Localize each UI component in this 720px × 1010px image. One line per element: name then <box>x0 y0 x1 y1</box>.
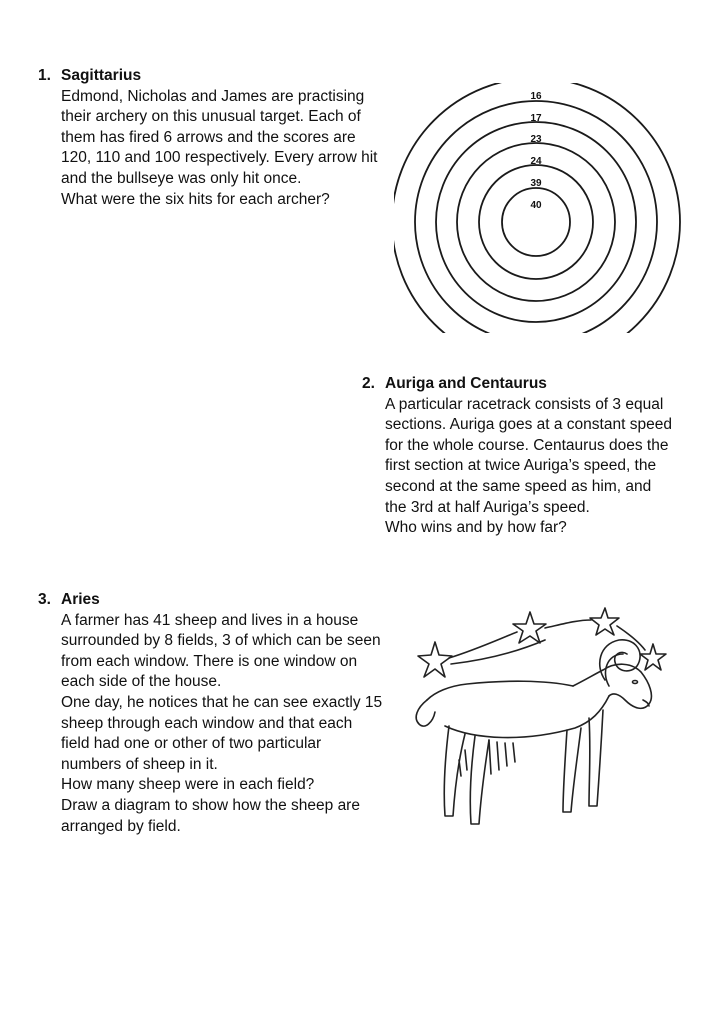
problem-line: and the bullseye was only hit once. <box>61 169 302 187</box>
problem-line: first section at twice Auriga’s speed, the <box>385 457 657 475</box>
problem-line: Edmond, Nicholas and James are practising <box>61 87 365 105</box>
problem-auriga-centaurus <box>362 374 672 539</box>
problem-line: One day, he notices that he can see exactly 15 <box>61 693 383 711</box>
problem-heading <box>38 66 378 87</box>
star-icon <box>418 642 452 677</box>
problem-line: second at the same speed as him, and <box>385 477 652 495</box>
target-score-label: 39 <box>530 178 542 189</box>
problem-line: the 3rd at half Auriga’s speed. <box>385 498 590 516</box>
problem-number: 1. <box>38 67 51 84</box>
problem-line: surrounded by 8 fields, 3 of which can be seen <box>61 632 381 650</box>
problem-line: each side of the house. <box>61 673 222 691</box>
target-score-label: 40 <box>530 200 542 211</box>
star-icon <box>513 612 546 643</box>
problem-heading <box>362 374 672 395</box>
problem-line: numbers of sheep in it. <box>61 755 218 773</box>
problem-line: sheep through each window and that each <box>61 714 353 732</box>
target-score-label: 17 <box>530 113 542 124</box>
problem-line: for the whole course. Centaurus does the <box>385 436 669 454</box>
problem-text <box>362 395 672 539</box>
problem-line: 120, 110 and 100 respectively. Every arrow hit <box>61 149 378 167</box>
problem-line: A particular racetrack consists of 3 equal <box>385 395 664 413</box>
star-icon <box>590 608 619 635</box>
problem-line: them has fired 6 arrows and the scores are <box>61 128 356 146</box>
problem-line: field had one or other of two particular <box>61 735 322 753</box>
problem-line: How many sheep were in each field? <box>61 776 315 794</box>
target-ring-23 <box>436 122 636 322</box>
target-score-label: 16 <box>530 91 542 102</box>
problem-line: Draw a diagram to show how the sheep are <box>61 796 360 814</box>
problem-line: A farmer has 41 sheep and lives in a house <box>61 611 359 629</box>
problem-line: Who wins and by how far? <box>385 519 567 537</box>
problem-line: arranged by field. <box>61 817 181 835</box>
target-score-label: 24 <box>530 156 542 167</box>
problem-title: Auriga and Centaurus <box>385 375 547 392</box>
problem-number: 2. <box>362 375 375 392</box>
ram-with-stars-icon <box>405 600 675 840</box>
target-bullseye <box>502 188 570 256</box>
problem-heading <box>38 590 382 611</box>
problem-line: sections. Auriga goes at a constant speed <box>385 416 672 434</box>
archery-target <box>394 83 694 333</box>
problem-line: their archery on this unusual target. Each of <box>61 108 361 126</box>
problem-title: Sagittarius <box>61 67 142 84</box>
problem-text <box>38 611 382 838</box>
problem-sagittarius <box>38 66 378 210</box>
problem-line: from each window. There is one window on <box>61 652 358 670</box>
problem-aries <box>38 590 382 837</box>
target-score-label: 23 <box>530 134 542 145</box>
problem-line: What were the six hits for each archer? <box>61 190 330 208</box>
problem-text <box>38 87 378 211</box>
problem-number: 3. <box>38 591 51 608</box>
problem-title: Aries <box>61 591 100 608</box>
